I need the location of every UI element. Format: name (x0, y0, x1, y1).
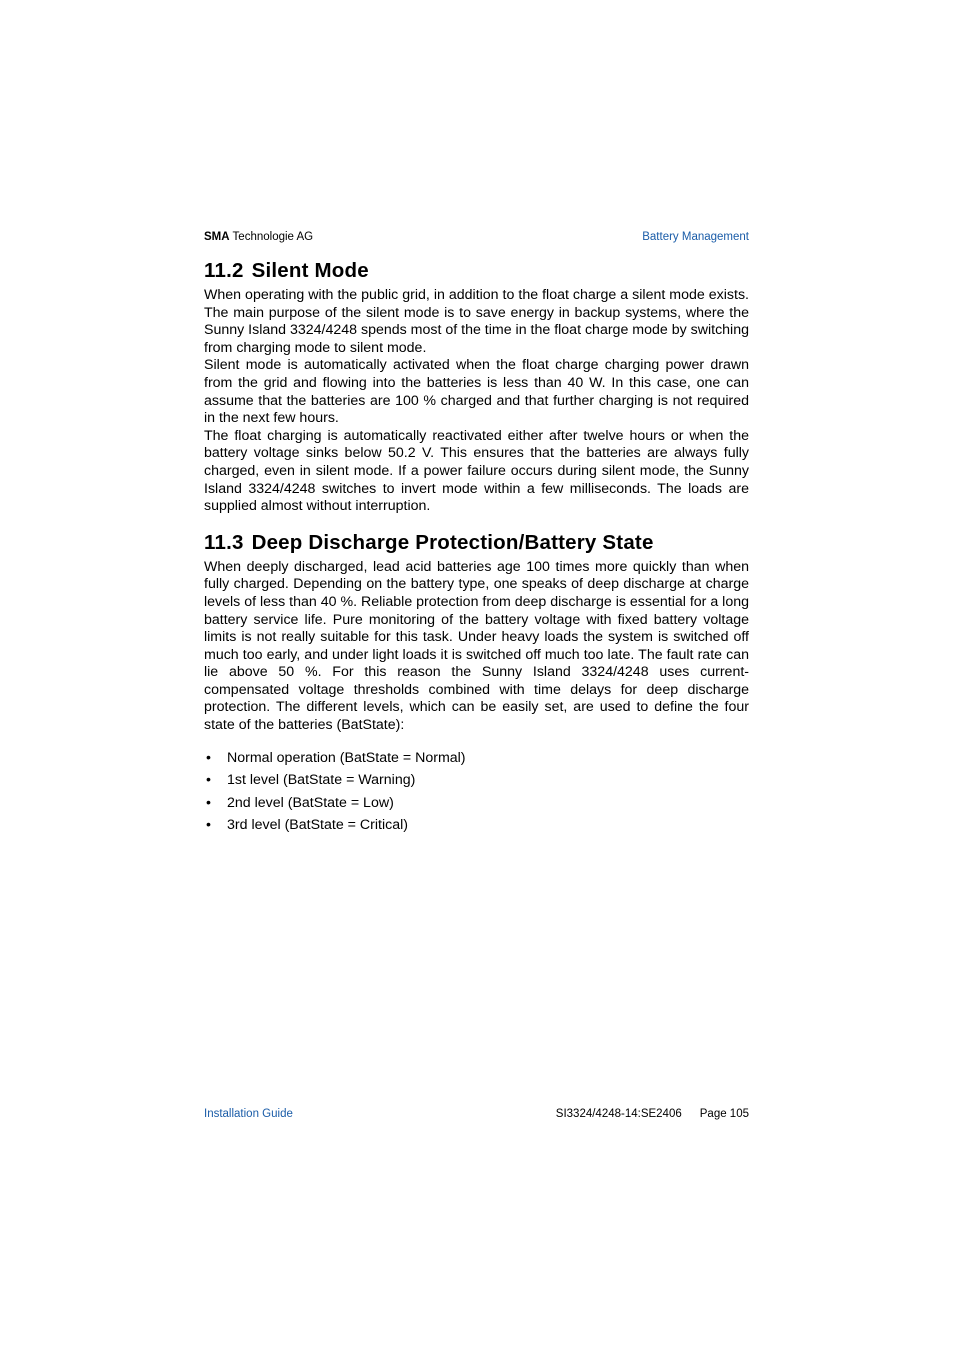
bullet-icon: • (206, 794, 211, 811)
chapter-title: Battery Management (642, 231, 749, 243)
page-footer (204, 1106, 749, 1122)
list-item (204, 747, 749, 770)
section-heading-deep-discharge (204, 530, 749, 556)
bullet-icon: • (206, 772, 211, 789)
page-header (204, 229, 749, 245)
section-number: 11.2 (204, 259, 244, 282)
list-item (204, 792, 749, 815)
list-item-text: Normal operation (BatState = Normal) (227, 749, 466, 766)
list-item-text: 2nd level (BatState = Low) (227, 794, 394, 811)
section-heading-silent-mode (204, 258, 749, 284)
company-brand-bold: SMA (204, 231, 230, 243)
document-id: SI3324/4248-14:SE2406 (555, 1108, 682, 1120)
battery-state-list (204, 747, 749, 837)
company-name (204, 229, 313, 245)
list-item-text: 3rd level (BatState = Critical) (227, 817, 408, 834)
bullet-icon: • (206, 817, 211, 834)
paragraph: Silent mode is automatically activated when the float charge charging power drawn from the grid and flowing into the batteries is less than 40 W. In this case, one can assume that the batteries are 100 % charged and that further charging is not required in the next few hours. (204, 357, 749, 427)
list-item (204, 769, 749, 792)
bullet-icon: • (206, 749, 211, 766)
page-number: Page 105 (699, 1108, 749, 1120)
paragraph: When operating with the public grid, in addition to the float charge a silent mode exists. The main purpose of the silent mode is to save energy in backup systems, where the Sunny Island 3324/4248 spends most of the time in the float charge mode by switching from charging mode to silent mode. (204, 287, 749, 356)
section-title: Silent Mode (251, 259, 369, 282)
paragraph: The float charging is automatically reactivated either after twelve hours or when the battery voltage sinks below 50.2 V. This ensures that the batteries are always fully charged, even in silent mode. If a power failure occurs during silent mode, the Sunny Island 3324/4248 switches to invert mode within a few milliseconds. The loads are supplied almost without interruption. (204, 427, 749, 515)
section-title: Deep Discharge Protection/Battery State (251, 530, 654, 554)
section-number: 11.3 (204, 530, 244, 554)
list-item-text: 1st level (BatState = Warning) (227, 772, 416, 789)
page-content (204, 258, 749, 837)
footer-right (556, 1106, 749, 1122)
paragraph: When deeply discharged, lead acid batteries age 100 times more quickly than when fully charged. Depending on the battery type, one speaks of deep discharge at charge levels of less than 40 %. Reliable protection from deep discharge is essential for a long battery service life. Pure monitoring of the battery voltage with fixed battery voltage limits is not really suitable for this task. Under heavy loads the system is switched off much too early, and under light loads it is switched off much too late. The fault rate can lie above 50 %. For this reason the Sunny Island 3324/4248 uses current-compensated voltage thresholds combined with time delays for deep discharge protection. The different levels, which can be easily set, are used to define the four state of the batteries (BatState): (204, 558, 749, 734)
company-brand-rest: Technologie AG (229, 231, 314, 243)
list-item (204, 814, 749, 837)
document-type: Installation Guide (204, 1108, 293, 1120)
